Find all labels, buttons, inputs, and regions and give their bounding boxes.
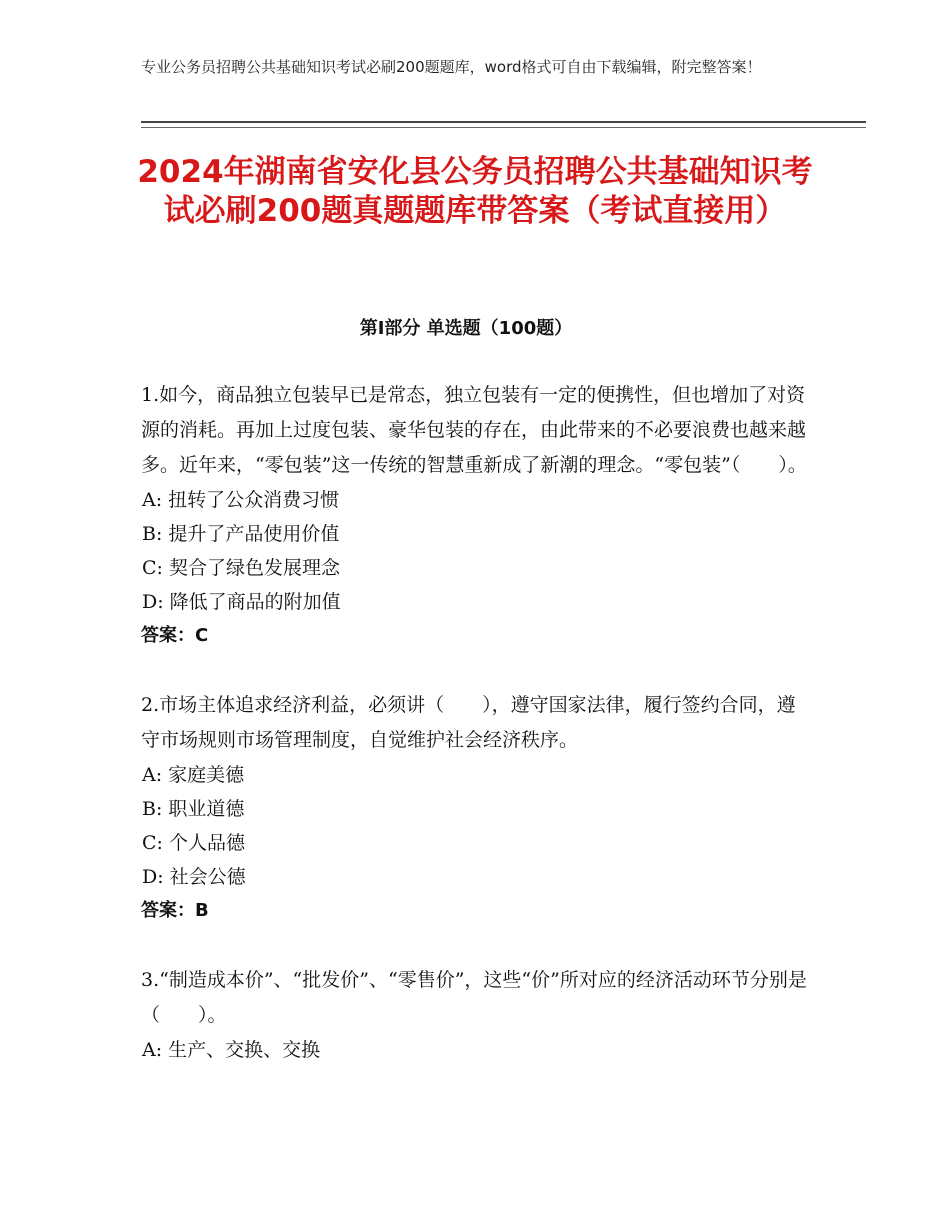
question-3 <box>141 963 811 1067</box>
option-c: C: 个人品德 <box>142 832 245 854</box>
option-d: D: 降低了商品的附加值 <box>142 591 341 613</box>
question-stem: 2.市场主体追求经济利益，必须讲（ ），遵守国家法律，履行签约合同，遵守市场规则市场管理制度，自觉维护社会经济秩序。 <box>141 694 796 751</box>
document-title: 2024年湖南省安化县公务员招聘公共基础知识考试必刷200题真题题库带答案（考试直接用） <box>137 154 813 229</box>
option-b: B: 提升了产品使用价值 <box>142 523 340 545</box>
option-a: A: 扭转了公众消费习惯 <box>142 489 340 511</box>
question-stem: 3.“制造成本价”、“批发价”、“零售价”，这些“价”所对应的经济活动环节分别是（ ）。 <box>141 969 807 1026</box>
answer-line: 答案：B <box>141 900 209 921</box>
question-1 <box>141 378 811 653</box>
option-b: B: 职业道德 <box>142 798 245 820</box>
answer-line: 答案：C <box>141 625 209 646</box>
option-a: A: 生产、交换、交换 <box>142 1039 321 1061</box>
section-title: 第Ⅰ部分 单选题（100题） <box>359 318 573 339</box>
option-c: C: 契合了绿色发展理念 <box>142 557 340 579</box>
question-2 <box>141 688 811 928</box>
header-rule-thick <box>141 121 866 123</box>
question-stem: 1.如今，商品独立包装早已是常态，独立包装有一定的便携性，但也增加了对资源的消耗。再加上过度包装、豪华包装的存在，由此带来的不必要浪费也越来越多。近年来，“零包装”这一传统的智慧重新成了新潮的理念。“零包装”（ ）。 <box>141 384 807 476</box>
header-note: 专业公务员招聘公共基础知识考试必刷200题题库，word格式可自由下载编辑，附完整答案！ <box>141 58 762 76</box>
option-d: D: 社会公德 <box>142 866 246 888</box>
question-list <box>141 378 811 1102</box>
header-rule-thin <box>141 127 866 128</box>
option-a: A: 家庭美德 <box>142 764 245 786</box>
